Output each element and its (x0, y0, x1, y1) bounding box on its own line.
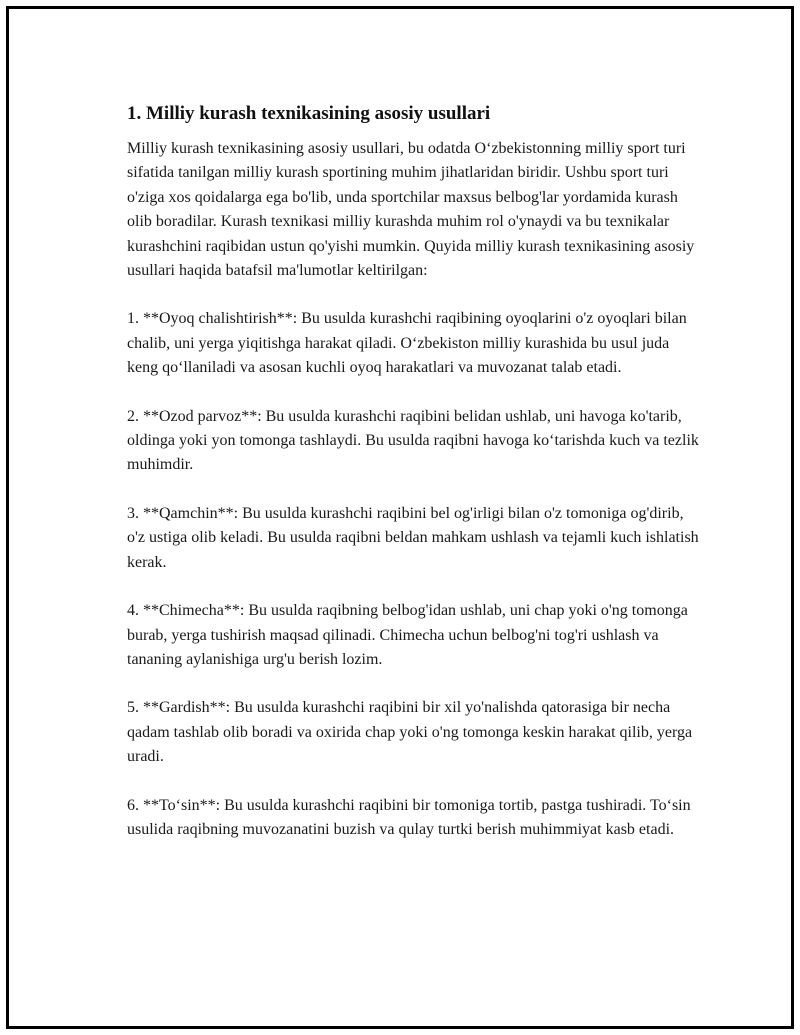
technique-ozod-parvoz: 2. **Ozod parvoz**: Bu usulda kurashchi raqibini belidan ushlab, uni havoga ko'tarib, oldinga yoki yon tomonga tashlaydi. Bu usulda raqibni havoga ko‘tarishda kuch va tezlik muhimdir. (127, 407, 699, 474)
intro-paragraph: Milliy kurash texnikasining asosiy usullari, bu odatda O‘zbekistonning milliy sport turi sifatida tanilgan milliy kurash sportining muhim jihatlaridan biridir. Ushbu sport turi o'ziga xos qoidalarga ega bo'lib, unda sportchilar maxsus belbog'lar yordamida kurash olib boradilar. Kurash texnikasi milliy kurashda muhim rol o'ynaydi va bu texnikalar kurashchini raqibidan ustun qo'yishi mumkin. Quyida milliy kurash texnikasining asosiy usullari haqida batafsil ma'lumotlar keltirilgan: (127, 140, 695, 280)
document-title: 1. Milliy kurash texnikasining asosiy usullari (127, 103, 491, 124)
document-body (127, 101, 699, 866)
technique-gardish: 5. **Gardish**: Bu usulda kurashchi raqibini bir xil yo'nalishda qatorasiga bir necha qadam tashlab olib boradi va oxirida chap yoki o'ng tomonga keskin harakat qilib, yerga uradi. (127, 699, 693, 766)
technique-qamchin: 3. **Qamchin**: Bu usulda kurashchi raqibini bel og'irligi bilan o'z tomoniga og'dirib, o'z ustiga olib keladi. Bu usulda raqibni beldan mahkam ushlash va tejamli kuch ishlatish kerak. (127, 504, 699, 571)
technique-tosin: 6. **To‘sin**: Bu usulda kurashchi raqibini bir tomoniga tortib, pastga tushiradi. To‘sin usulida raqibning muvozanatini buzish va qulay turtki berish muhimmiyat kasb etadi. (127, 796, 691, 838)
technique-oyoq-chalishtirish: 1. **Oyoq chalishtirish**: Bu usulda kurashchi raqibining oyoqlarini o'z oyoqlari bilan chalib, uni yerga yiqitishga harakat qiladi. O‘zbekiston milliy kurashida bu usul juda keng qo‘llaniladi va asosan kuchli oyoq harakatlari va muvozanat talab etadi. (127, 310, 687, 377)
technique-chimecha: 4. **Chimecha**: Bu usulda raqibning belbog'idan ushlab, uni chap yoki o'ng tomonga burab, yerga tushirish maqsad qilinadi. Chimecha uchun belbog'ni tog'ri ushlash va tananing aylanishiga urg'u berish lozim. (127, 602, 688, 668)
page-frame (6, 6, 794, 1029)
